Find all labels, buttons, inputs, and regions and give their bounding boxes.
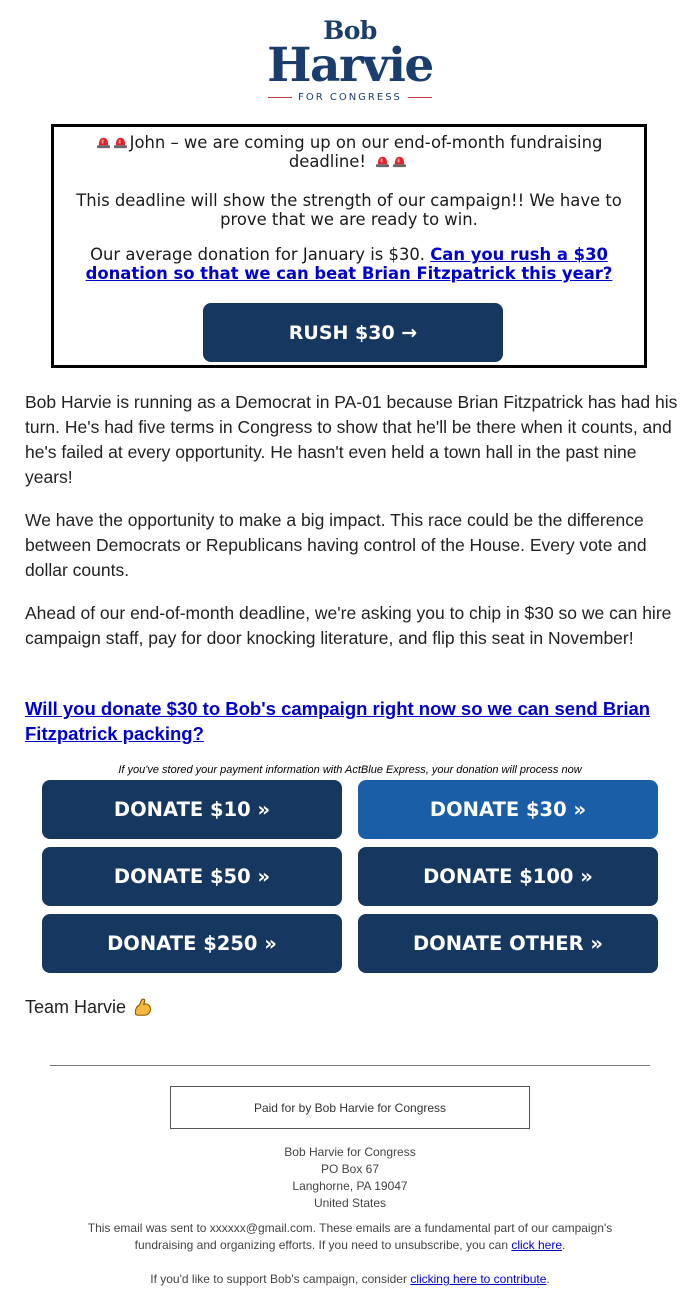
donate-100-button[interactable]: DONATE $100 »: [358, 847, 658, 906]
address-line: PO Box 67: [320, 1162, 380, 1176]
rush-donation-link[interactable]: Can you rush a $30 donation so that we can beat Brian Fitzpatrick this year?: [85, 245, 613, 283]
alert-line1-text: John – we are coming up on our end-of-month fundraising deadline!: [129, 133, 603, 171]
deadline-alert-box: [51, 124, 647, 368]
donate-cta-link[interactable]: Will you donate $30 to Bob's campaign right now so we can send Brian Fitzpatrick packing?: [25, 698, 651, 744]
address-line: United States: [313, 1196, 387, 1210]
support-notice: [60, 1271, 640, 1288]
address-line: Langhorne, PA 19047: [292, 1179, 408, 1193]
contribute-link[interactable]: clicking here to contribute: [410, 1272, 547, 1286]
support-prefix: If you'd like to support Bob's campaign, consider: [150, 1272, 411, 1286]
alert-para3: [72, 245, 626, 283]
rush-30-button[interactable]: RUSH $30 →: [203, 303, 503, 362]
campaign-logo: [0, 18, 700, 103]
sent-to-suffix: . These emails are a fundamental part of our campaign's fundraising and organizing efforts. If you need to unsubscribe, you can: [134, 1221, 613, 1252]
logo-tagline: FOR CONGRESS: [298, 92, 402, 103]
police-light-icon: [375, 154, 390, 168]
logo-rule-right: [408, 97, 432, 98]
flexed-biceps-icon: [132, 996, 154, 1018]
signoff: [25, 996, 154, 1018]
alert-para3-text: Our average donation for January is $30.: [90, 245, 426, 264]
unsubscribe-link[interactable]: click here: [511, 1238, 563, 1252]
logo-tagline-row: [0, 92, 700, 103]
body-paragraph-1: Bob Harvie is running as a Democrat in PA-01 because Brian Fitzpatrick has had his turn. He's had five terms in Congress to show that he'll be there when it counts, and he's failed at every opportunity. He hasn't even held a town hall in the past nine years!: [25, 392, 678, 487]
actblue-express-note: If you've stored your payment information with ActBlue Express, your donation will process now: [118, 764, 582, 776]
police-light-icon: [113, 135, 128, 149]
donate-50-button[interactable]: DONATE $50 »: [42, 847, 342, 906]
sent-to-prefix: This email was sent to: [87, 1221, 210, 1235]
sent-to-end: .: [562, 1238, 566, 1252]
mailing-address: [0, 1144, 700, 1212]
footer-divider: [50, 1065, 650, 1066]
police-light-icon: [96, 135, 111, 149]
alert-para2: This deadline will show the strength of our campaign!! We have to prove that we are ready to win.: [76, 191, 622, 229]
donate-other-button[interactable]: DONATE OTHER »: [358, 914, 658, 973]
logo-last-name: Harvie: [267, 38, 433, 93]
police-light-icon: [392, 154, 407, 168]
address-line: Bob Harvie for Congress: [284, 1145, 416, 1159]
body-paragraph-2: We have the opportunity to make a big impact. This race could be the difference between Democrats or Republicans having control of the House. Every vote and dollar counts.: [25, 510, 647, 580]
recipient-email: xxxxxx@gmail.com: [209, 1221, 313, 1235]
support-end: .: [546, 1272, 550, 1286]
donate-10-button[interactable]: DONATE $10 »: [42, 780, 342, 839]
body-paragraph-3: Ahead of our end-of-month deadline, we're asking you to chip in $30 so we can hire campaign staff, pay for door knocking literature, and flip this seat in November!: [25, 603, 672, 648]
alert-line1: [72, 133, 626, 171]
signoff-text: Team Harvie: [25, 996, 127, 1017]
email-sent-notice: [60, 1220, 640, 1254]
paid-for-disclaimer: Paid for by Bob Harvie for Congress: [170, 1086, 530, 1129]
logo-rule-left: [268, 97, 292, 98]
donate-250-button[interactable]: DONATE $250 »: [42, 914, 342, 973]
logo-first-name: Bob: [323, 16, 377, 45]
donate-30-button[interactable]: DONATE $30 »: [358, 780, 658, 839]
